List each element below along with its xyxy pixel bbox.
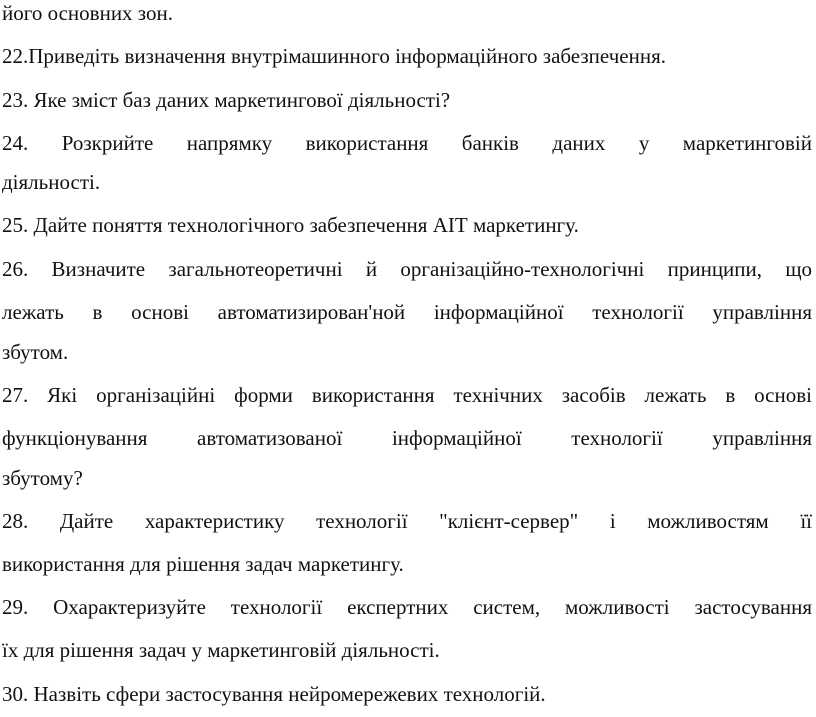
text-line: 23. Яке зміст баз даних маркетингової діяльності? bbox=[2, 88, 451, 112]
text-line: використання для рішення задач маркетингу. bbox=[2, 552, 404, 576]
text-line: його основних зон. bbox=[2, 1, 173, 25]
text-line: збутому? bbox=[2, 466, 83, 490]
text-line: 29. Охарактеризуйте технології експертних систем, можливості застосування bbox=[2, 595, 812, 619]
text-line: функціонування автоматизованої інформаційної технології управління bbox=[2, 426, 812, 450]
text-line: 26. Визначите загальнотеоретичні й організаційно-технологічні принципи, що bbox=[2, 257, 812, 281]
text-line: діяльності. bbox=[2, 170, 101, 194]
text-line: 22.Приведіть визначення внутрімашинного інформаційного забезпечення. bbox=[2, 44, 666, 68]
text-line: збутом. bbox=[2, 340, 69, 364]
text-line: 24. Розкрийте напрямку використання банків даних у маркетинговій bbox=[2, 131, 812, 155]
text-line: 30. Назвіть сфери застосування нейромережевих технологій. bbox=[2, 682, 546, 706]
text-line: 28. Дайте характеристику технології "клієнт-сервер" і можливостям її bbox=[2, 509, 812, 533]
text-line: їх для рішення задач у маркетинговій діяльності. bbox=[2, 638, 440, 662]
text-line: 25. Дайте поняття технологічного забезпечення АІТ маркетингу. bbox=[2, 213, 579, 237]
text-line: 27. Які організаційні форми використання технічних засобів лежать в основі bbox=[2, 383, 812, 407]
text-line: лежать в основі автоматизирован'ной інформаційної технології управління bbox=[2, 300, 812, 324]
